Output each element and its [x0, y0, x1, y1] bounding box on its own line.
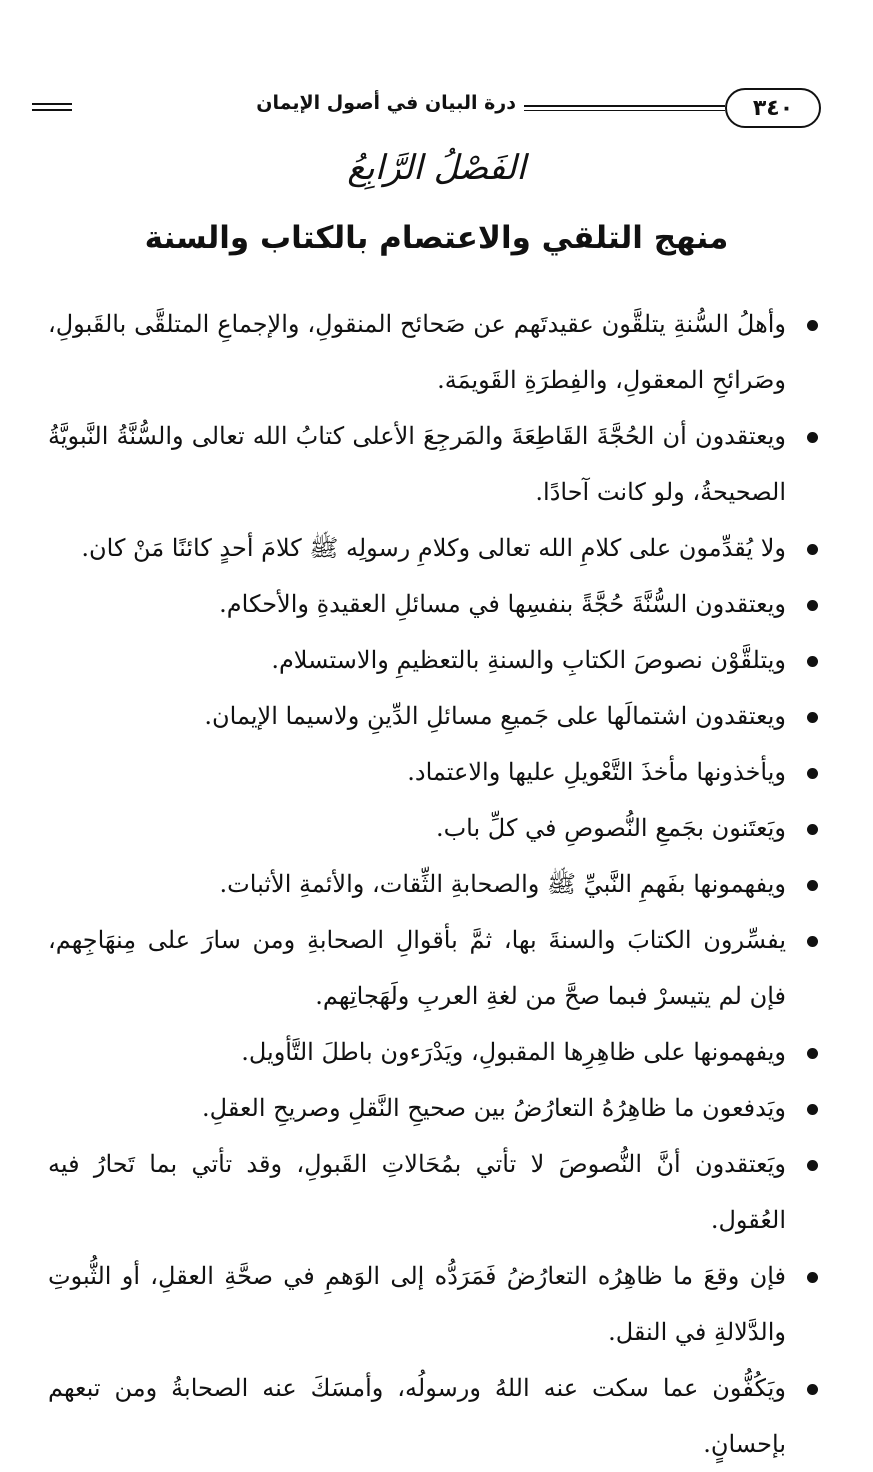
bullet-item: ويأخذونها مأخذَ التَّعْويلِ عليها والاعتماد. — [48, 744, 818, 800]
running-header — [28, 88, 821, 130]
bullet-item: ويفهمونها على ظاهِرِها المقبولِ، ويَدْرَءون باطلَ التَّأويل. — [48, 1024, 818, 1080]
bullet-item: ويعتقدون اشتمالَها على جَميعِ مسائلِ الدِّينِ ولاسيما الإيمان. — [48, 688, 818, 744]
bullet-item: ويعتقدون السُّنَّةَ حُجَّةً بنفسِها في مسائلِ العقيدةِ والأحكام. — [48, 576, 818, 632]
bullet-item: ويَكُفُّون عما سكت عنه اللهُ ورسولُه، وأمسَكَ عنه الصحابةُ ومن تبعهم بإحسانٍ. — [48, 1360, 818, 1472]
bullet-item: يفسِّرون الكتابَ والسنةَ بها، ثمَّ بأقوالِ الصحابةِ ومن سارَ على مِنهَاجِهم، فإن لم يتيسرْ فبما صحَّ من لغةِ العربِ ولَهَجاتِهم. — [48, 912, 818, 1024]
bullet-item: فإن وقعَ ما ظاهِرُه التعارُضُ فَمَرَدُّه إلى الوَهمِ في صحَّةِ العقلِ، أو الثُّبوتِ والدَّلالةِ في النقل. — [48, 1248, 818, 1360]
bullet-item: ويتلقَّوْن نصوصَ الكتابِ والسنةِ بالتعظيمِ والاستسلام. — [48, 632, 818, 688]
bullet-item: ويَعتَنون بجَمعِ النُّصوصِ في كلِّ باب. — [48, 800, 818, 856]
page-number: ٣٤٠ — [725, 88, 821, 128]
header-rule — [524, 105, 725, 111]
chapter-title: منهج التلقي والاعتصام بالكتاب والسنة — [144, 220, 729, 256]
bullet-item: وأهلُ السُّنةِ يتلقَّون عقيدتَهم عن صَحائح المنقولِ، والإجماعِ المتلقَّى بالقَبولِ، وصَرائحِ المعقولِ، والفِطرَةِ القَويمَة. — [48, 296, 818, 408]
bullet-item: ولا يُقدِّمون على كلامِ الله تعالى وكلامِ رسولِه ﷺ كلامَ أحدٍ كائنًا مَنْ كان. — [48, 520, 818, 576]
header-rule-end — [32, 103, 72, 111]
chapter-label: الفَصْلُ الرَّابِعُ — [347, 148, 526, 188]
bullet-item: ويعتقدون أن الحُجَّةَ القَاطِعَةَ والمَرجِعَ الأعلى كتابُ الله تعالى والسُّنَّةُ النَّبويَّةُ الصحيحةُ، ولو كانت آحادًا. — [48, 408, 818, 520]
bullet-list — [48, 296, 818, 1472]
bullet-item: ويَدفعون ما ظاهِرُهُ التعارُضُ بين صحيحِ النَّقلِ وصريحِ العقلِ. — [48, 1080, 818, 1136]
bullet-item: ويَعتقدون أنَّ النُّصوصَ لا تأتي بمُحَالاتِ القَبولِ، وقد تأتي بما تَحارُ فيه العُقول. — [48, 1136, 818, 1248]
book-title: درة البيان في أصول الإيمان — [256, 92, 516, 114]
bullet-item: ويفهمونها بفَهمِ النَّبيِّ ﷺ والصحابةِ الثِّقات، والأئمةِ الأثبات. — [48, 856, 818, 912]
